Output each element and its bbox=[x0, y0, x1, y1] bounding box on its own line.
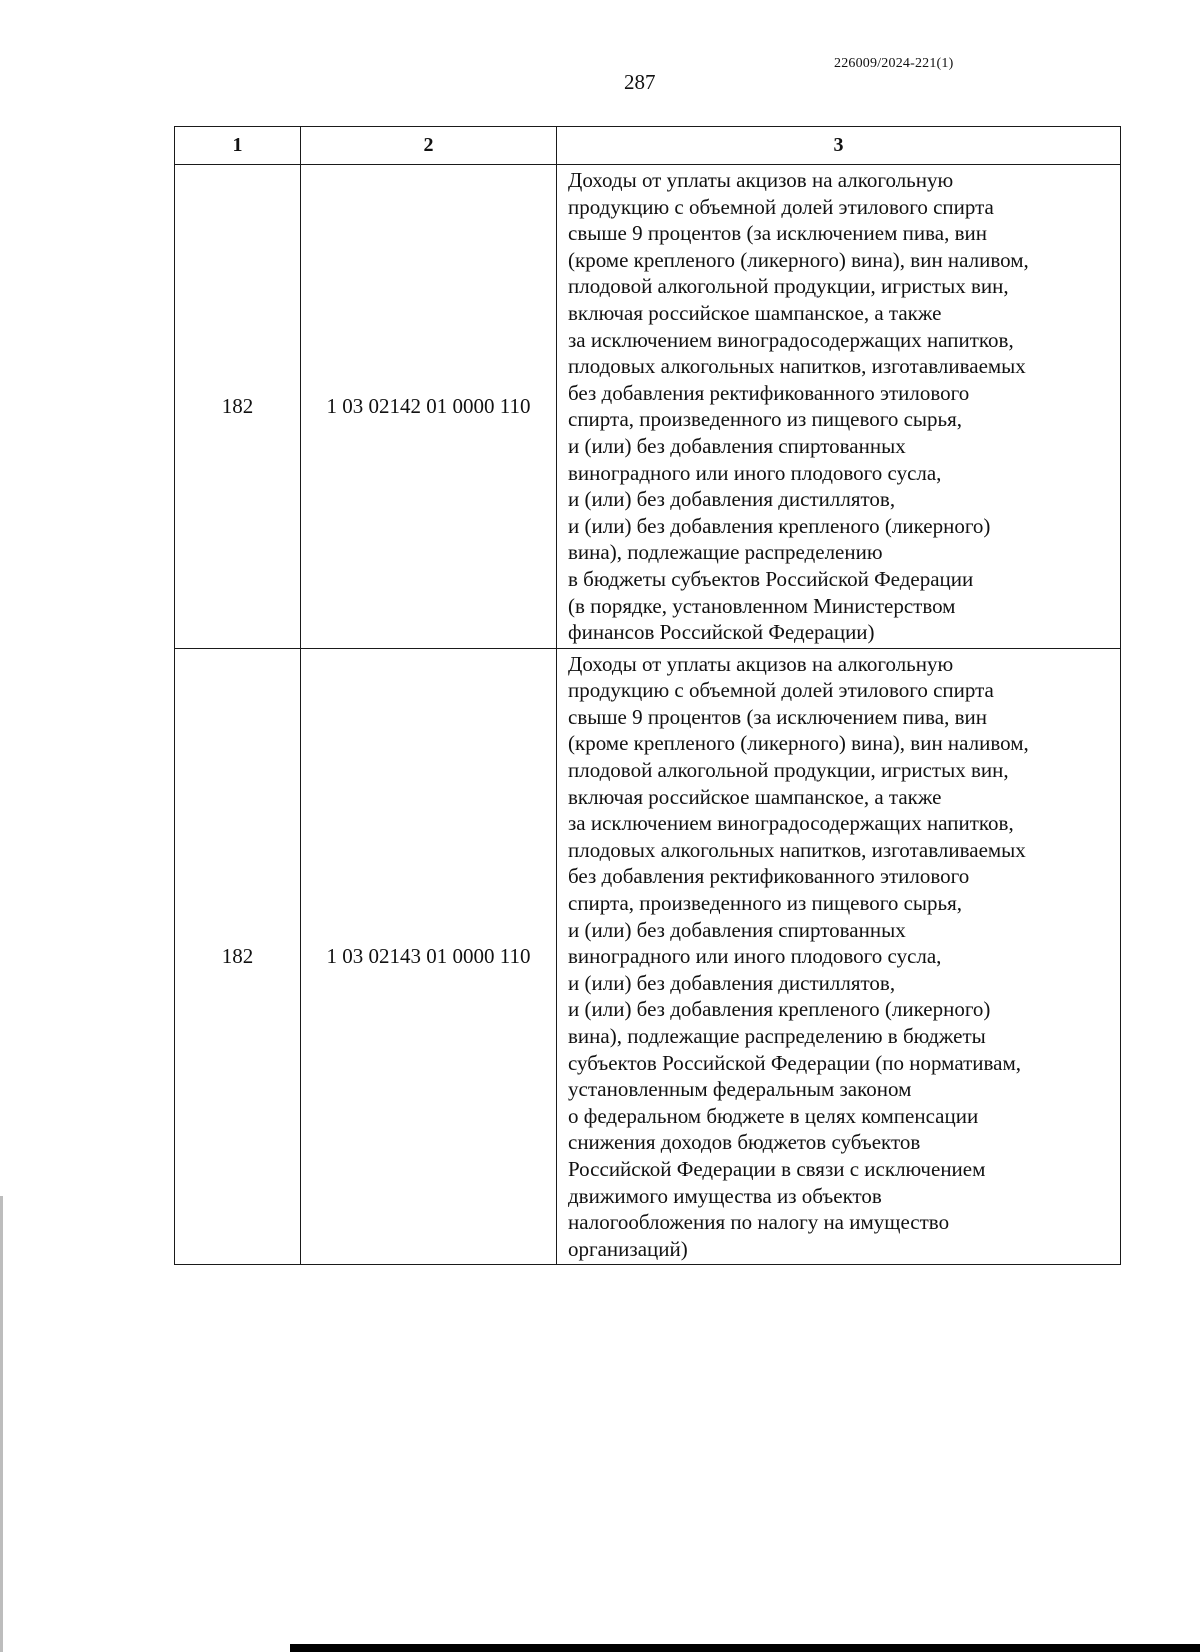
admin-code-cell: 182 bbox=[175, 648, 301, 1265]
income-description-cell: Доходы от уплаты акцизов на алкогольную продукцию с объемной долей этилового спирта свыше 9 процентов (за исключением пива, вин (кроме крепленого (ликерного) вина), вин наливом, плодовой алкогольной продукции, игристых вин, включая российское шампанское, а также за исключением виноградосодержащих напитков, плодовых алкогольных напитков, изготавливаемых без добавления ректификованного этилового спирта, произведенного из пищевого сырья, и (или) без добавления спиртованных виноградного или иного плодового сусла, и (или) без добавления дистиллятов, и (или) без добавления крепленого (ликерного) вина), подлежащие распределению в бюджеты субъектов Российской Федерации (в порядке, установленном Министерством финансов Российской Федерации) bbox=[557, 165, 1121, 649]
budget-classification-table bbox=[174, 126, 1121, 1265]
column-header-3: 3 bbox=[557, 127, 1121, 165]
scan-edge-shadow bbox=[0, 1196, 3, 1652]
income-description-cell: Доходы от уплаты акцизов на алкогольную продукцию с объемной долей этилового спирта свыше 9 процентов (за исключением пива, вин (кроме крепленого (ликерного) вина), вин наливом, плодовой алкогольной продукции, игристых вин, включая российское шампанское, а также за исключением виноградосодержащих напитков, плодовых алкогольных напитков, изготавливаемых без добавления ректификованного этилового спирта, произведенного из пищевого сырья, и (или) без добавления спиртованных виноградного или иного плодового сусла, и (или) без добавления дистиллятов, и (или) без добавления крепленого (ликерного) вина), подлежащие распределению в бюджеты субъектов Российской Федерации (по нормативам, установленным федеральным законом о федеральном бюджете в целях компенсации снижения доходов бюджетов субъектов Российской Федерации в связи с исключением движимого имущества из объектов налогообложения по налогу на имущество организаций) bbox=[557, 648, 1121, 1265]
document-id: 226009/2024-221(1) bbox=[834, 56, 954, 71]
table-header-row bbox=[175, 127, 1121, 165]
classification-code-cell: 1 03 02143 01 0000 110 bbox=[301, 648, 557, 1265]
column-header-1: 1 bbox=[175, 127, 301, 165]
table-row bbox=[175, 648, 1121, 1265]
admin-code-cell: 182 bbox=[175, 165, 301, 649]
page-number: 287 bbox=[624, 70, 656, 94]
table-row bbox=[175, 165, 1121, 649]
scan-bottom-edge bbox=[290, 1644, 1200, 1652]
column-header-2: 2 bbox=[301, 127, 557, 165]
classification-code-cell: 1 03 02142 01 0000 110 bbox=[301, 165, 557, 649]
